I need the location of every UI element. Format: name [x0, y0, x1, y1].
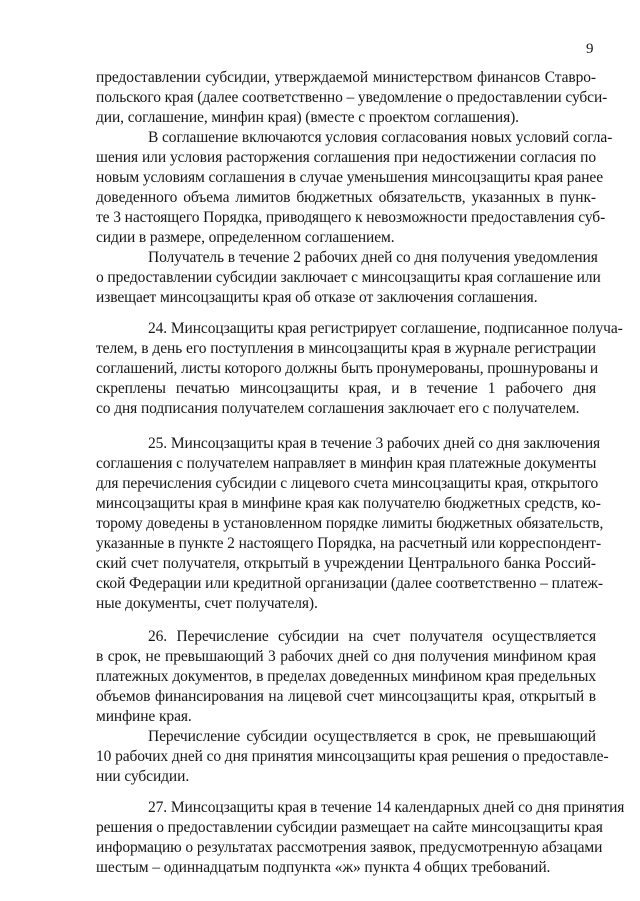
- text-line: объемов финансирования на лицевой счет минсоцзащиты края, открытый в: [96, 688, 596, 705]
- paragraph-item-24: [96, 319, 623, 419]
- text-line: соглашений, листы которого должны быть пронумерованы, прошнурованы и: [96, 360, 599, 377]
- text-line: телем, в день его поступления в минсоцзащиты края в журнале регистрации: [96, 340, 596, 357]
- text-line: В соглашение включаются условия согласования новых условий согла-: [148, 129, 613, 146]
- text-line: те 3 настоящего Порядка, приводящего к невозможности предоставления суб-: [96, 209, 606, 226]
- text-line: скреплены печатью минсоцзащиты края, и в течение 1 рабочего дня: [96, 380, 596, 397]
- text-line: 27. Минсоцзащиты края в течение 14 календарных дней со дня принятия: [148, 799, 625, 816]
- text-line: предоставлении субсидии, утверждаемой министерством финансов Ставро-: [96, 69, 596, 86]
- text-line: 25. Минсоцзащиты края в течение 3 рабочих дней со дня заключения: [148, 435, 601, 452]
- text-line: шестым – одиннадцатым подпункта «ж» пункта 4 общих требований.: [96, 859, 551, 876]
- paragraph: [96, 248, 601, 308]
- page-number: 9: [586, 41, 594, 57]
- document-body: [96, 68, 625, 878]
- text-line: ский счет получателя, открытый в учреждении Центрального банка Россий-: [96, 555, 596, 572]
- text-line: решения о предоставлении субсидии размещает на сайте минсоцзащиты края: [96, 819, 603, 836]
- text-line: сидии в размере, определенном соглашением.: [96, 229, 395, 246]
- text-line: информацию о результатах рассмотрения заявок, предусмотренную абзацами: [96, 839, 603, 856]
- text-line: доведенного объема лимитов бюджетных обязательств, указанных в пунк-: [96, 189, 596, 206]
- paragraph: [96, 68, 608, 128]
- text-line: минфине края.: [96, 708, 192, 725]
- text-line: 26. Перечисление субсидии на счет получателя осуществляется: [148, 628, 596, 645]
- text-line: 24. Минсоцзащиты края регистрирует соглашение, подписанное получа-: [148, 320, 623, 337]
- text-line: шения или условия расторжения соглашения при недостижении согласия по: [96, 149, 596, 166]
- text-line: ской Федерации или кредитной организации (далее соответственно – платеж-: [96, 575, 603, 592]
- text-line: нии субсидии.: [96, 768, 190, 785]
- text-line: минсоцзащиты края в минфине края как получателю бюджетных средств, ко-: [96, 495, 601, 512]
- paragraph: [96, 727, 609, 787]
- text-line: указанные в пункте 2 настоящего Порядка, на расчетный или корреспондент-: [96, 535, 602, 552]
- text-line: соглашения с получателем направляет в минфин края платежные документы: [96, 455, 597, 472]
- text-line: в срок, не превышающий 3 рабочих дней со дня получения минфином края: [96, 648, 596, 665]
- text-line: ные документы, счет получателя).: [96, 595, 318, 612]
- paragraph-item-27: [96, 798, 625, 878]
- text-line: новым условиям соглашения в случае уменьшения минсоцзащиты края ранее: [96, 169, 603, 186]
- paragraph-item-25: [96, 434, 604, 614]
- text-line: со дня подписания получателем соглашения заключает его с получателем.: [96, 400, 580, 417]
- text-line: для перечисления субсидии с лицевого счета минсоцзащиты края, открытого: [96, 475, 599, 492]
- text-line: польского края (далее соответственно – уведомление о предоставлении субси-: [96, 89, 608, 106]
- text-line: Перечисление субсидии осуществляется в срок, не превышающий: [148, 728, 596, 745]
- text-line: 10 рабочих дней со дня принятия минсоцзащиты края решения о предоставле-: [96, 748, 609, 765]
- text-line: торому доведены в установленном порядке лимиты бюджетных обязательств,: [96, 515, 604, 532]
- text-line: о предоставлении субсидии заключает с минсоцзащиты края соглашение или: [96, 269, 601, 286]
- paragraph-item-26: [96, 627, 596, 727]
- text-line: Получатель в течение 2 рабочих дней со дня получения уведомления: [148, 249, 598, 266]
- paragraph: [96, 128, 613, 248]
- text-line: извещает минсоцзащиты края об отказе от заключения соглашения.: [96, 289, 538, 306]
- text-line: дии, соглашение, минфин края) (вместе с проектом соглашения).: [96, 109, 519, 126]
- text-line: платежных документов, в пределах доведенных минфином края предельных: [96, 668, 596, 685]
